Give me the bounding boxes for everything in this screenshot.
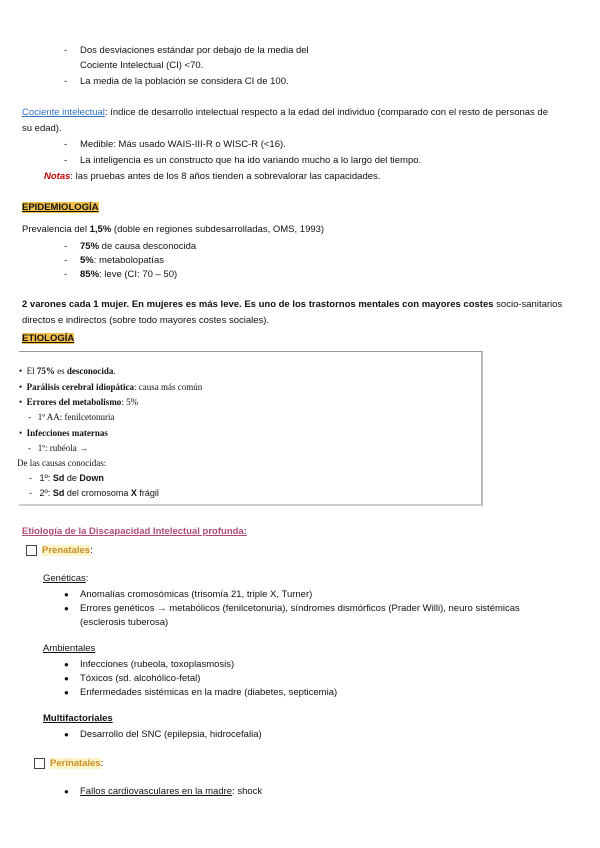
prevalence-pre: Prevalencia del [22, 224, 90, 235]
list-item-text: Desarrollo del SNC (epilepsia, hidrocefalia) [80, 729, 262, 740]
profunda-heading [22, 526, 247, 537]
ratio-bold: 2 varones cada 1 mujer. En mujeres es más leve. Es uno de los trastornos mentales con mayores costes [22, 299, 494, 310]
perinatales-label: Perinatales: [50, 758, 104, 769]
list-item: - [64, 76, 68, 87]
list-item: - [64, 269, 68, 280]
list-item-text: 85%: leve (CI: 70 – 50) [80, 269, 178, 280]
image-line: • Errores del metabolismo: 5% [19, 397, 139, 407]
ci-definition-text: : índice de desarrollo intelectual respecto a la edad del individuo (comparado con el resto de personas de [104, 107, 549, 118]
bullet-icon: ● [64, 730, 69, 739]
prevalence-post: (doble en regiones subdesarrolladas, OMS, 1993) [111, 224, 325, 235]
image-line: De las causas conocidas: [17, 458, 107, 468]
image-line: • Infecciones maternas [19, 428, 108, 438]
section-heading-epidemiologia [22, 202, 99, 213]
list-item-text: Cociente Intelectual (CI) <70. [80, 60, 204, 71]
list-item-text: Infecciones (rubeola, toxoplasmosis) [80, 659, 235, 670]
list-item-text: Anomalías cromosómicas (trisomía 21, triple X, Turner) [80, 589, 313, 600]
list-item: - [64, 255, 68, 266]
heading-text: Etiología de la Discapacidad Intelectual profunda: [22, 526, 247, 537]
list-item-text: 5%: metabolopatías [80, 255, 164, 266]
ratio-text: socio-sanitarios [493, 299, 563, 310]
ambientales-heading: Ambientales [43, 643, 96, 654]
list-item: - [64, 45, 68, 56]
ci-definition [22, 107, 587, 118]
image-line: • El 75% es desconocida. [19, 366, 116, 376]
image-line: - 1º AA: fenilcetonuria [19, 412, 115, 422]
ratio-line [22, 299, 562, 310]
prenatales-label: Prenatales: [42, 545, 93, 556]
image-line: - 1º: Sd de Down [19, 473, 104, 483]
list-item: - [64, 139, 68, 150]
list-item-text: Medible: Más usado WAIS-III-R o WISC-R (<16). [80, 139, 286, 150]
list-item-text: La media de la población se considera CI de 100. [80, 76, 289, 87]
heading-text: ETIOLOGÍA [22, 333, 75, 344]
etiologia-image [19, 351, 483, 506]
notas-line [44, 171, 380, 182]
list-item: - [64, 155, 68, 166]
ci-term-link[interactable]: Cociente intelectual [22, 107, 105, 118]
notas-text: : las pruebas antes de los 8 años tienden a sobrevalorar las capacidades. [70, 171, 381, 182]
ci-definition-cont: su edad). [22, 123, 62, 134]
list-item-text: Enfermedades sistémicas en la madre (diabetes, septicemia) [80, 687, 338, 698]
bullet-icon: ● [64, 604, 69, 613]
image-line: • Parálisis cerebral idiopática: causa más común [19, 382, 203, 392]
bullet-icon: ● [64, 688, 69, 697]
prenatales-checkbox[interactable] [26, 545, 37, 556]
notas-label: Notas [44, 171, 71, 182]
list-item-text: 75% de causa desconocida [80, 241, 197, 252]
list-item-text: La inteligencia es un constructo que ha ido variando mucho a lo largo del tiempo. [80, 155, 422, 166]
list-item-text: Errores genéticos → metabólicos (fenilcetonuria), síndromes dismórficos (Prader Willi), neuro sistémicas [80, 603, 520, 614]
image-line: - 1º: rubéola → [19, 443, 89, 453]
multifactoriales-heading: Multifactoriales [43, 713, 113, 724]
section-heading-etiologia [22, 333, 74, 344]
list-item-text: Dos desviaciones estándar por debajo de la media del [80, 45, 309, 56]
ratio-cont: directos e indirectos (sobre todo mayores costes sociales). [22, 315, 270, 326]
prevalence-line [22, 224, 324, 235]
prevalence-bold: 1,5% [89, 224, 112, 235]
list-item-text: Fallos cardiovasculares en la madre: shock [80, 786, 263, 797]
bullet-icon: ● [64, 660, 69, 669]
perinatales-checkbox[interactable] [34, 758, 45, 769]
image-line: - 2º: Sd del cromosoma X frágil [19, 488, 159, 498]
bullet-icon: ● [64, 674, 69, 683]
geneticas-heading: Genéticas: [43, 573, 89, 584]
list-item: - [64, 241, 68, 252]
bullet-icon: ● [64, 590, 69, 599]
bullet-icon: ● [64, 787, 69, 796]
list-item-text: (esclerosis tuberosa) [80, 617, 169, 628]
heading-text: EPIDEMIOLOGÍA [22, 202, 99, 213]
list-item-text: Tóxicos (sd. alcohólico-fetal) [80, 673, 201, 684]
